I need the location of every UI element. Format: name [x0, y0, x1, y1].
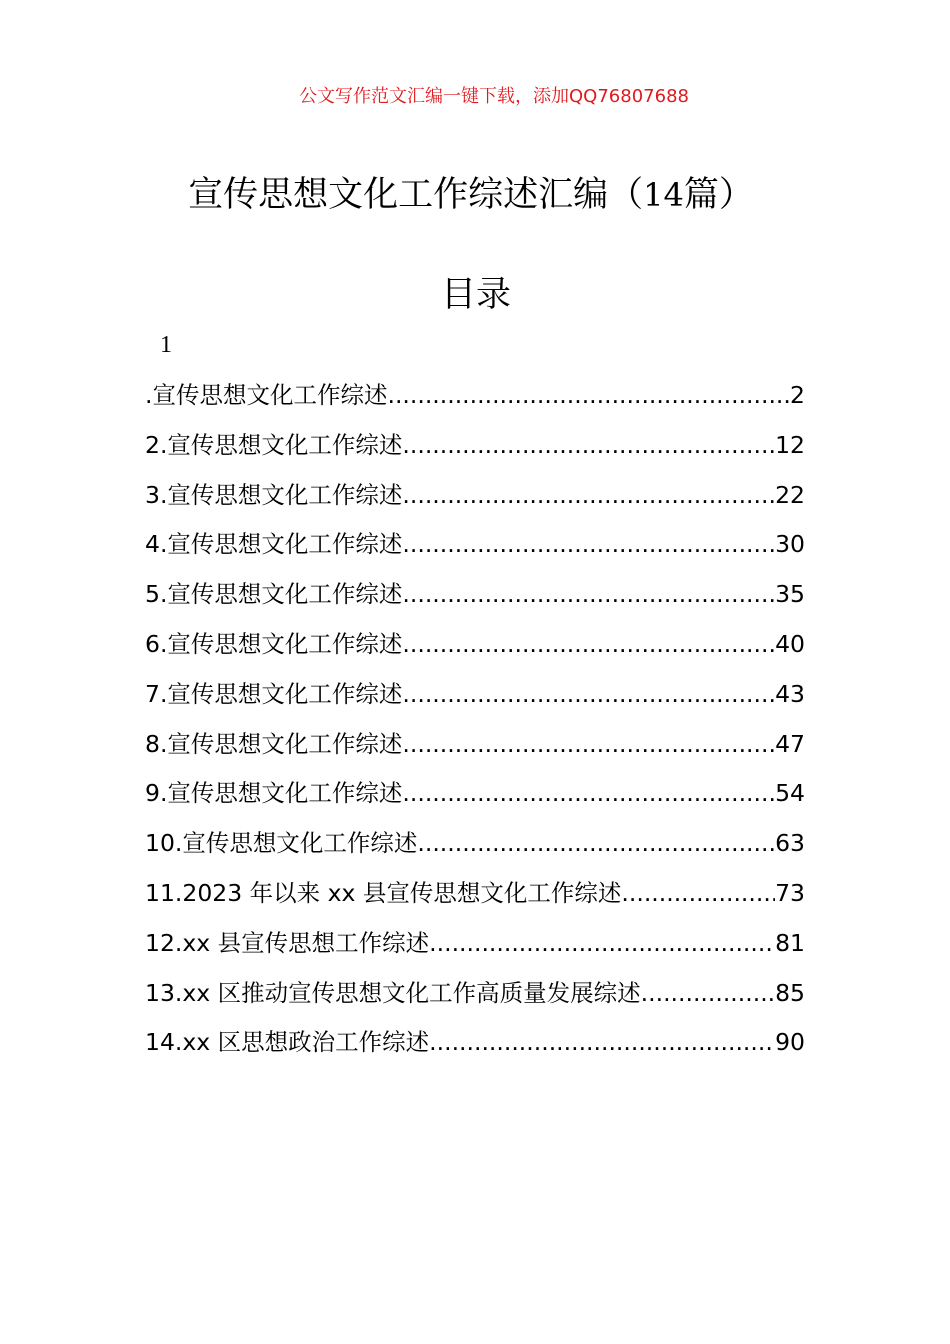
toc-entry[interactable] [145, 827, 805, 877]
toc-entry-label: 14.xx 区思想政治工作综述 [145, 1028, 430, 1057]
title-count: 14 [643, 176, 684, 214]
toc-entry[interactable] [145, 479, 805, 529]
dot-leader [402, 777, 775, 809]
toc-entry[interactable] [145, 977, 805, 1027]
toc-entry-label: 11.2023 年以来 xx 县宣传思想文化工作综述 [145, 878, 622, 907]
toc-entry-page: 2 [790, 381, 805, 409]
toc-entry-page: 85 [775, 978, 805, 1007]
dot-leader [402, 628, 775, 660]
dot-leader [402, 528, 775, 560]
toc-entry-page: 81 [775, 928, 805, 957]
toc-entry[interactable] [145, 578, 805, 628]
toc-entry-label: 2.宣传思想文化工作综述 [145, 430, 403, 459]
dot-leader [402, 728, 775, 760]
toc-entry-page: 73 [775, 878, 805, 907]
dot-leader [402, 678, 775, 710]
dot-leader [429, 927, 775, 959]
toc-entry-label: 7.宣传思想文化工作综述 [145, 679, 403, 708]
toc-entry-page: 63 [775, 829, 805, 858]
toc-entry[interactable] [145, 777, 805, 827]
toc-entry[interactable] [145, 728, 805, 778]
toc-entry[interactable] [145, 628, 805, 678]
toc-entry-page: 40 [775, 629, 805, 658]
toc-entry-label: 8.宣传思想文化工作综述 [145, 729, 403, 758]
dot-leader [429, 1026, 775, 1058]
toc-entry-label: 3.宣传思想文化工作综述 [145, 480, 403, 509]
toc-entry-page: 30 [775, 530, 805, 559]
toc-entry[interactable] [145, 678, 805, 728]
document-title [0, 172, 942, 218]
toc-entry-page: 22 [775, 480, 805, 509]
dot-leader [621, 877, 775, 909]
dot-leader [641, 977, 775, 1009]
toc-heading: 目录 [440, 275, 511, 315]
toc-entry[interactable] [145, 877, 805, 927]
stray-number: 1 [160, 332, 172, 358]
dot-leader [402, 479, 775, 511]
toc-entry[interactable] [145, 1026, 805, 1076]
toc-entry-page: 47 [775, 729, 805, 758]
toc-entry[interactable] [145, 379, 805, 429]
toc-entry[interactable] [145, 927, 805, 977]
dot-leader [402, 578, 775, 610]
toc-entry-label: 10.宣传思想文化工作综述 [145, 829, 418, 858]
toc-entry-page: 43 [775, 679, 805, 708]
toc-entry-page: 12 [775, 430, 805, 459]
dot-leader [417, 827, 775, 859]
toc-entry-label: 6.宣传思想文化工作综述 [145, 629, 403, 658]
toc-entry-page: 90 [775, 1028, 805, 1057]
toc-entry-label: 5.宣传思想文化工作综述 [145, 580, 403, 609]
toc-entry-label: .宣传思想文化工作综述 [145, 381, 388, 409]
toc-entry-label: 13.xx 区推动宣传思想文化工作高质量发展综述 [145, 978, 641, 1007]
toc-entry-label: 9.宣传思想文化工作综述 [145, 779, 403, 808]
toc-entry-page: 35 [775, 580, 805, 609]
toc-entry[interactable] [145, 429, 805, 479]
table-of-contents [145, 379, 805, 1076]
title-suffix: 篇） [683, 175, 754, 215]
title-main: 宣传思想文化工作综述汇编（ [188, 175, 644, 215]
toc-entry-label: 4.宣传思想文化工作综述 [145, 530, 403, 559]
dot-leader [387, 379, 790, 411]
toc-entry[interactable] [145, 528, 805, 578]
toc-entry-page: 54 [775, 779, 805, 808]
dot-leader [402, 429, 775, 461]
toc-entry-label: 12.xx 县宣传思想工作综述 [145, 928, 430, 957]
download-banner: 公文写作范文汇编一键下载，添加QQ76807688 [299, 86, 689, 107]
